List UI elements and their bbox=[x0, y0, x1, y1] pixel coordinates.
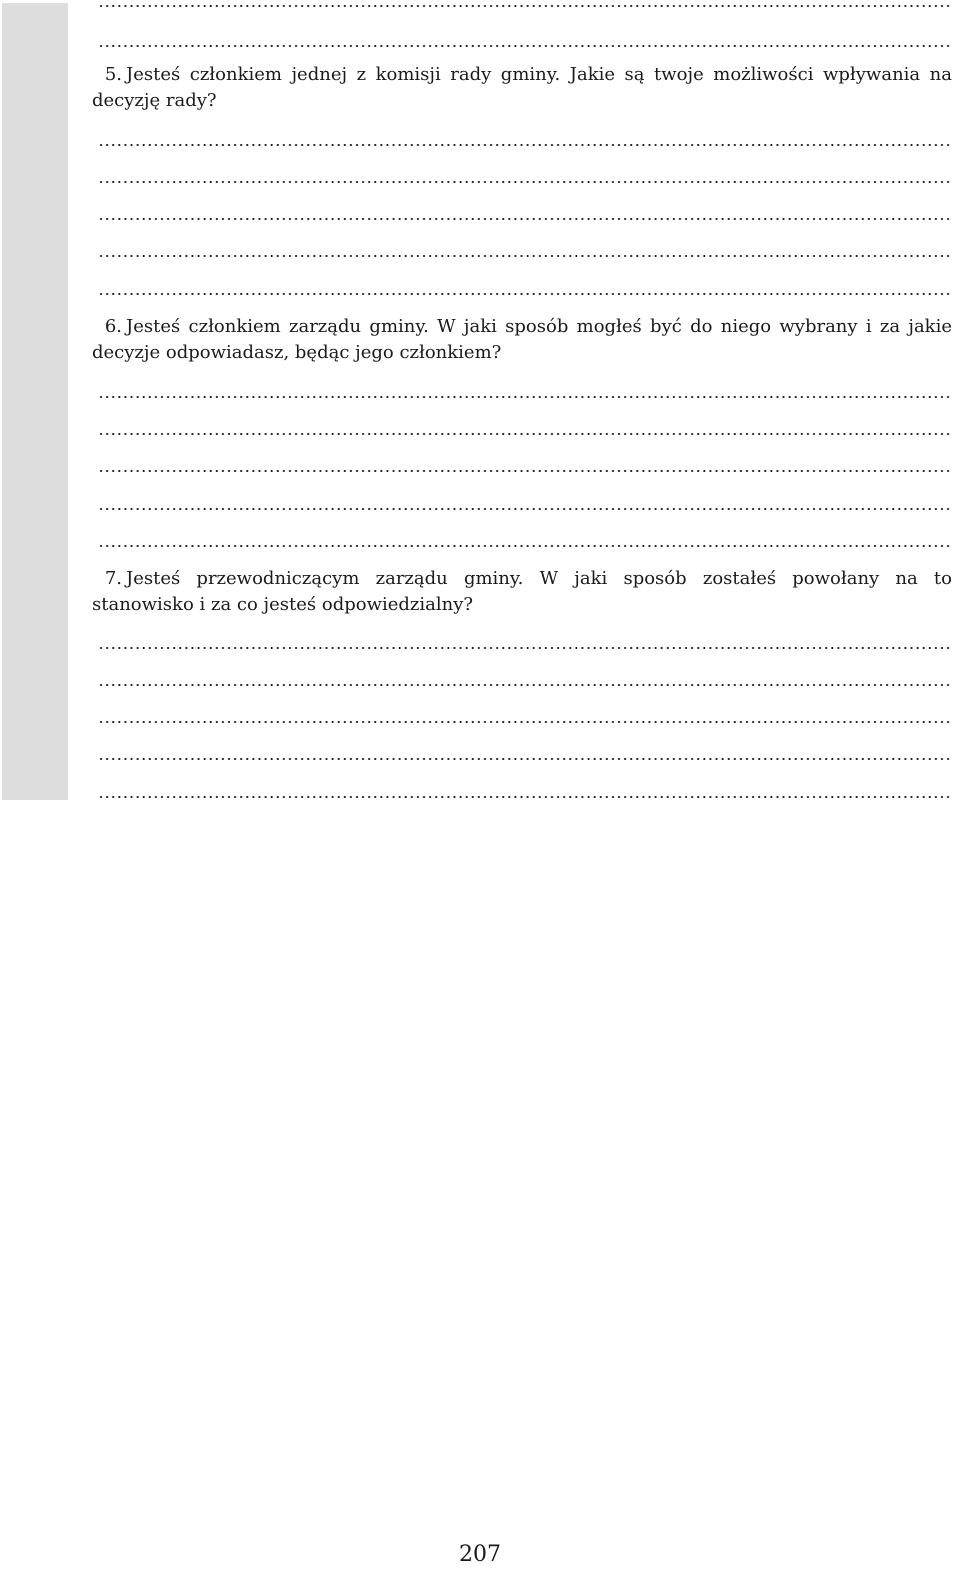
question-5 bbox=[92, 62, 952, 114]
answer-line bbox=[98, 255, 950, 257]
answer-line bbox=[98, 181, 950, 183]
answer-line bbox=[98, 470, 950, 472]
question-7 bbox=[92, 566, 952, 618]
answer-line bbox=[98, 796, 950, 798]
answer-line bbox=[98, 45, 950, 47]
question-number: 5. bbox=[104, 64, 122, 85]
answer-line bbox=[98, 5, 950, 7]
answer-line bbox=[98, 144, 950, 146]
answer-line bbox=[98, 721, 950, 723]
question-text: Jesteś przewodniczącym zarządu gminy. W jaki sposób zostałeś powołany na to stanowisko i za co jesteś odpowiedzialny? bbox=[92, 568, 952, 615]
answer-line bbox=[98, 293, 950, 295]
answer-line bbox=[98, 396, 950, 398]
answer-line bbox=[98, 758, 950, 760]
question-number: 7. bbox=[104, 568, 122, 589]
answer-line bbox=[98, 433, 950, 435]
answer-line bbox=[98, 508, 950, 510]
answer-line bbox=[98, 647, 950, 649]
question-text: Jesteś członkiem zarządu gminy. W jaki sposób mogłeś być do niego wybrany i za jakie decyzje odpowiadasz, będąc jego członkiem? bbox=[92, 316, 952, 363]
answer-line bbox=[98, 545, 950, 547]
page-number: 207 bbox=[459, 1542, 501, 1567]
answer-line bbox=[98, 218, 950, 220]
question-text: Jesteś członkiem jednej z komisji rady gminy. Jakie są twoje możliwości wpływania na decyzję rady? bbox=[92, 64, 952, 111]
question-6 bbox=[92, 314, 952, 366]
side-margin-bar bbox=[2, 3, 68, 800]
answer-line bbox=[98, 684, 950, 686]
question-number: 6. bbox=[104, 316, 122, 337]
